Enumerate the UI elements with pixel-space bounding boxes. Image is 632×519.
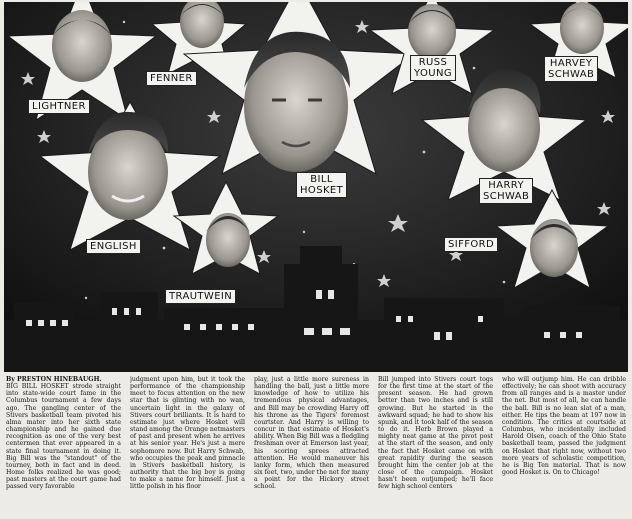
column-text: judgment upon him, but it took the performance of the championship meet to focus attention on the new star that is glinting with no wan, uncertain light in the galaxy of Stivers court brilliants. It is hard to estimate just where Hosket will stand among the Orange netmasters of past and present when he arrives at his senior year. He's just a mere sophomore now. But Harry Schwab, who occupies the peak and pinnacle in Stivers basketball history, is authority that the big boy is going to make a name for himself. Just a little polish in his floor — [130, 376, 245, 491]
portrait-trautwein — [206, 213, 250, 267]
caption-harvey-schwab: HARVEY SCHWAB — [544, 56, 598, 82]
caption-russ-young: RUSS YOUNG — [410, 55, 456, 81]
article-body — [6, 376, 628, 516]
caption-fenner: FENNER — [146, 71, 197, 86]
caption-trautwein: TRAUTWEIN — [165, 289, 236, 304]
team-photo-montage — [4, 2, 628, 372]
column-text: who will outjump him. He can dribble effectively; he can shoot with accuracy from all ranges and is a master under the net. But most of all, he can handle the ball. Bill is no lean slat of a man, either. He tips the beam at 197 now in condition. The critics at courtside at Columbus, who incidentally included Harold Olsen, coach of the Ohio State basketball team, passed the judgment on Hosket that right now, without two more years of scholastic competition, he is Big Ten material. That is now good Hosket is. On to Chicago! — [502, 376, 626, 477]
column-text: play, just a little more sureness in handling the ball, just a little more knowledge of how to utilize his tremendous physical advantages, and Bill may be crowding Harry off his throne as the Tigers' foremost courtster. And Harry is willing to concur in that estimate of Hosket's ability. When Big Bill was a fledgling freshman over at Emerson last year, his scoring sprees attracted attention. He would maneuver his lanky form, which then measured six feet, two, under the net for many a point for the Hickory street school. — [254, 376, 369, 491]
portrait-lightner — [52, 10, 112, 82]
portrait-sifford — [530, 219, 578, 277]
caption-sifford: SIFFORD — [444, 237, 498, 252]
portrait-harvey-schwab — [560, 2, 604, 54]
portrait-russ-young — [408, 4, 456, 60]
article-column-3 — [254, 376, 369, 516]
article-column-1 — [6, 376, 121, 516]
caption-lightner: LIGHTNER — [28, 99, 90, 114]
caption-english: ENGLISH — [86, 239, 141, 254]
article-column-5 — [502, 376, 626, 516]
column-text: BIG BILL HOSKET strode straight into state-wide court fame in the Columbus tournament a few days ago. The gangling center of the Stivers basketball team pivoted his alma mater into her sixth state championship and he gained due recognition as one of the very best centermen that ever appeared in a state final tournament in doing it. Big Bill was the "standout" of the tourney, both in fact and in deed. Home folks realized he was good; past masters at the court game had passed very favorable — [6, 383, 121, 491]
caption-bill-hosket: BILL HOSKET — [296, 172, 347, 198]
caption-harry-schwab: HARRY SCHWAB — [479, 178, 533, 204]
column-text: Bill jumped into Stivers court togs for the first time at the start of the present season. He had grown better than two inches and is still growing. But he started in the awkward squad; he had to show his spunk, and it took half of the season to do it. Herb Brown played a mighty neat game at the pivot post at the start of the season, and only the fact that Hosket came on with great rapidity during the season brought him the center job at the close of the campaign. Hosket hasn't been outjumped; he'll face few high school centers — [378, 376, 493, 491]
article-column-2 — [130, 376, 245, 516]
article-column-4 — [378, 376, 493, 516]
portrait-english — [88, 112, 168, 220]
byline: By PRESTON HINEBAUGH. — [6, 376, 102, 383]
